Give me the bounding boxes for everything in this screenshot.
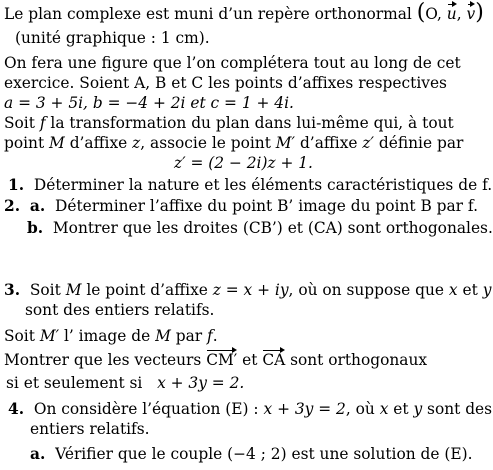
intro-line-3: On fera une figure que l’on complétera tout au long de cet — [4, 54, 461, 72]
text-period: . — [212, 327, 218, 345]
vector-v — [467, 4, 476, 24]
intro-line-5: a = 3 + 5i, b = −4 + 2i et c = 1 + 4i. — [4, 94, 294, 112]
symbol-y: y — [413, 400, 423, 418]
question-number: 1. — [8, 176, 25, 194]
vector-arrow-icon — [447, 1, 457, 7]
symbol-z: z — [132, 134, 141, 152]
question-1 — [8, 175, 492, 195]
text-si-seulement-si: si et seulement si — [6, 374, 148, 392]
question-number: 3. — [4, 281, 21, 299]
symbol-z-prime: z′ — [362, 134, 375, 152]
intro-line-6 — [4, 113, 454, 133]
text-considere: On considère l’équation (E) : — [33, 400, 264, 418]
symbol-M-prime: M′ — [275, 134, 296, 152]
text-definie: définie par — [374, 134, 464, 152]
vector-u — [447, 4, 457, 24]
text-affixe: d’affixe — [64, 134, 133, 152]
symbol-f: f — [39, 114, 46, 132]
text-soit: Soit — [4, 114, 40, 132]
text-et: et — [457, 281, 483, 299]
question-text: Déterminer l’affixe du point B’ image du point B par f. — [55, 197, 478, 215]
text-transformation: la transformation du plan dans lui-même qui, à tout — [45, 114, 454, 132]
vector-CM-prime-label: CM′ — [206, 351, 238, 369]
text-frame: Le plan complexe est muni d’un repère orthonormal — [4, 5, 417, 23]
vector-CA — [262, 350, 285, 370]
intro-line-1 — [4, 0, 484, 25]
vector-v-label: v — [466, 5, 476, 23]
question-text: Montrer que les droites (CB’) et (CA) sont orthogonales. — [52, 219, 493, 237]
text-par: par — [170, 327, 208, 345]
text-point-affixe: le point d’affixe — [81, 281, 213, 299]
question-4a — [30, 444, 473, 464]
symbol-M: M — [49, 134, 65, 152]
intro-line-2: (unité graphique : 1 cm). — [15, 29, 210, 47]
intro-line-7 — [4, 133, 463, 153]
question-4-line-1 — [8, 399, 492, 419]
question-3-line-4 — [4, 350, 427, 370]
subquestion-letter: a. — [29, 197, 46, 215]
formula-condition: x + 3y = 2. — [157, 374, 245, 392]
close-paren: ) — [475, 0, 484, 25]
vector-CA-label: CA — [262, 351, 286, 369]
formula-z-prime: z′ = (2 − 2i)z + 1. — [174, 154, 313, 172]
text-montrer: Montrer que les vecteurs — [4, 351, 207, 369]
text-suppose: , où on suppose que — [288, 281, 449, 299]
symbol-M: M — [65, 281, 82, 299]
text-soit: Soit — [4, 327, 40, 345]
comma-sep: , — [456, 5, 467, 23]
question-3-line-3 — [4, 326, 218, 346]
question-4-line-2: entiers relatifs. — [30, 420, 150, 438]
symbol-M-prime: M′ — [39, 327, 60, 345]
intro-line-4: exercice. Soient A, B et C les points d’affixes respectives — [4, 74, 447, 92]
vector-u-label: u — [446, 5, 457, 23]
vector-arrow-icon — [467, 1, 476, 7]
open-paren: ( — [416, 0, 426, 25]
question-2b — [27, 218, 493, 238]
symbol-f: f — [207, 327, 213, 345]
symbol-M: M — [155, 327, 171, 345]
question-2a — [4, 196, 478, 216]
subquestion-letter: a. — [30, 445, 46, 463]
question-text: Vérifier que le couple (−4 ; 2) est une solution de (E). — [55, 445, 473, 463]
symbol-x: x — [379, 400, 389, 418]
formula-z: z = x + iy — [212, 281, 289, 299]
text-affixe-2: d’affixe — [295, 134, 363, 152]
text-image: l’ image de — [59, 327, 156, 345]
text-soit: Soit — [29, 281, 66, 299]
question-3-line-5 — [6, 373, 244, 393]
vector-arrow-icon — [206, 347, 237, 353]
question-text: Déterminer la nature et les éléments caractéristiques de f. — [33, 176, 493, 194]
question-number: 2. — [4, 197, 21, 215]
text-orthogonaux: sont orthogonaux — [285, 351, 428, 369]
question-3-line-1 — [4, 280, 491, 300]
vector-CM-prime — [206, 350, 237, 370]
text-et: et — [388, 400, 414, 418]
origin-label: O, — [425, 5, 447, 23]
question-3-line-2: sont des entiers relatifs. — [25, 301, 215, 319]
formula-equation-E: x + 3y = 2 — [263, 400, 346, 418]
text-point: point — [4, 134, 50, 152]
vector-arrow-icon — [262, 347, 285, 353]
subquestion-letter: b. — [27, 219, 44, 237]
text-ou: , où — [345, 400, 380, 418]
text-associe: , associe le point — [140, 134, 276, 152]
symbol-y: y — [482, 281, 492, 299]
text-et: et — [237, 351, 263, 369]
text-sont-des: sont des — [422, 400, 493, 418]
symbol-x: x — [448, 281, 458, 299]
question-number: 4. — [8, 400, 25, 418]
